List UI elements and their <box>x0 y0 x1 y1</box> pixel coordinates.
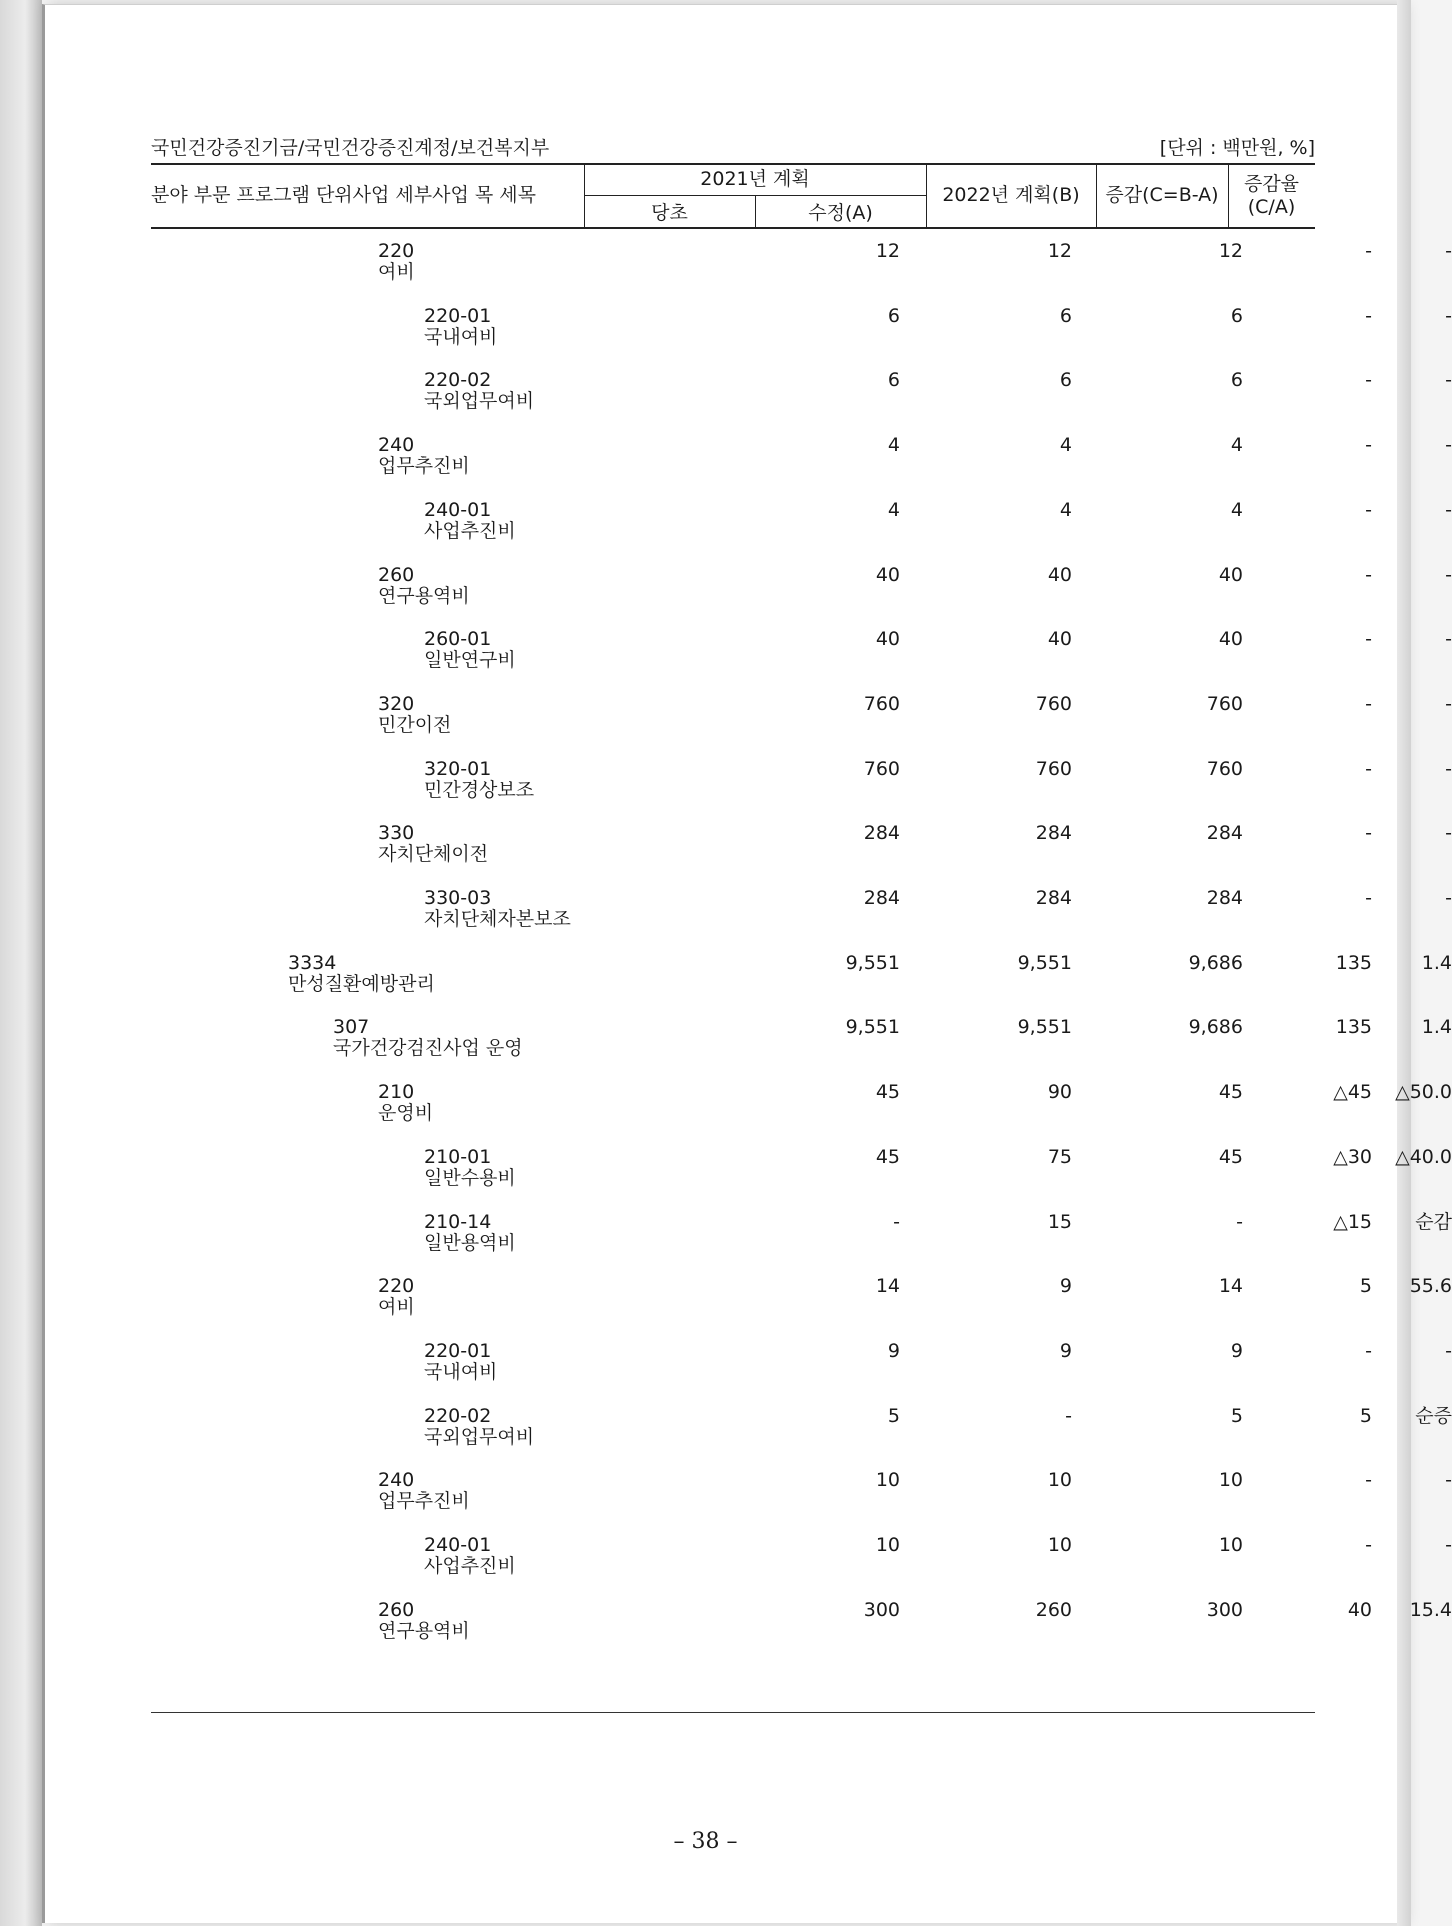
cell-rate: 1.4 <box>1421 952 1452 974</box>
row-name: 일반수용비 <box>424 1167 516 1189</box>
cell-revised: 40 <box>1047 564 1072 586</box>
row-name: 자치단체자본보조 <box>424 908 571 930</box>
row-name: 연구용역비 <box>378 585 470 607</box>
cell-plan: 284 <box>1206 887 1243 909</box>
row-name: 자치단체이전 <box>378 843 489 865</box>
cell-plan: 10 <box>1218 1534 1243 1556</box>
cell-change: 5 <box>1359 1405 1372 1427</box>
cell-revised: 10 <box>1047 1534 1072 1556</box>
cell-plan: - <box>1236 1211 1243 1233</box>
cell-original: 6 <box>887 369 900 391</box>
cell-original: 12 <box>875 240 900 262</box>
cell-change: - <box>1365 1534 1372 1556</box>
cell-rate: - <box>1445 369 1452 391</box>
cell-rate: △50.0 <box>1395 1081 1452 1103</box>
row-code: 220-01 <box>424 1340 492 1362</box>
cell-change: △15 <box>1333 1211 1372 1233</box>
cell-original: 40 <box>875 564 900 586</box>
cell-change: - <box>1365 1340 1372 1362</box>
cell-rate: - <box>1445 822 1452 844</box>
table-row <box>151 628 1452 693</box>
cell-rate: - <box>1445 887 1452 909</box>
table-row <box>151 1340 1452 1405</box>
cell-rate: - <box>1445 1534 1452 1556</box>
page-edge-shadow <box>1397 0 1411 1926</box>
cell-plan: 40 <box>1218 628 1243 650</box>
page-number: – 38 – <box>673 1829 738 1854</box>
row-code: 220 <box>378 240 415 262</box>
cell-revised: 9,551 <box>1017 1016 1072 1038</box>
table-row <box>151 1016 1452 1081</box>
cell-change: △45 <box>1333 1081 1372 1103</box>
cell-change: - <box>1365 628 1372 650</box>
header-top-rule <box>151 163 1315 165</box>
table-row <box>151 499 1452 564</box>
table-row <box>151 1469 1452 1534</box>
table-row <box>151 1405 1452 1470</box>
table-row <box>151 564 1452 629</box>
cell-plan: 45 <box>1218 1081 1243 1103</box>
cell-rate: 1.4 <box>1421 1016 1452 1038</box>
cell-original: 284 <box>863 822 900 844</box>
row-code: 210-01 <box>424 1146 492 1168</box>
cell-rate: - <box>1445 628 1452 650</box>
row-code: 260 <box>378 564 415 586</box>
cell-revised: 260 <box>1035 1599 1072 1621</box>
row-code: 240 <box>378 1469 415 1491</box>
row-code: 240-01 <box>424 499 492 521</box>
cell-plan: 9,686 <box>1188 1016 1243 1038</box>
row-code: 307 <box>333 1016 370 1038</box>
original-header: 당초 <box>651 202 688 224</box>
cell-plan: 6 <box>1230 369 1243 391</box>
row-code: 320 <box>378 693 415 715</box>
cell-original: 10 <box>875 1469 900 1491</box>
table-row <box>151 1146 1452 1211</box>
row-name: 연구용역비 <box>378 1620 470 1642</box>
subheader-rule <box>584 195 926 196</box>
cell-plan: 12 <box>1218 240 1243 262</box>
cell-revised: 15 <box>1047 1211 1072 1233</box>
cell-plan: 9 <box>1230 1340 1243 1362</box>
cell-rate: - <box>1445 499 1452 521</box>
row-code: 220-02 <box>424 369 492 391</box>
cell-revised: 4 <box>1059 434 1072 456</box>
cell-rate: 순감 <box>1415 1211 1452 1233</box>
cell-rate: 순증 <box>1415 1405 1452 1427</box>
row-code: 260-01 <box>424 628 492 650</box>
cell-revised: - <box>1065 1405 1072 1427</box>
cell-plan: 4 <box>1230 499 1243 521</box>
table-row <box>151 369 1452 434</box>
row-name: 만성질환예방관리 <box>288 973 435 995</box>
cell-original: 4 <box>887 434 900 456</box>
row-code: 330 <box>378 822 415 844</box>
cell-change: - <box>1365 887 1372 909</box>
plan-2021-header: 2021년 계획 <box>700 168 810 190</box>
rate-header: (C/A) <box>1247 196 1296 218</box>
cell-plan: 6 <box>1230 305 1243 327</box>
row-code: 240 <box>378 434 415 456</box>
row-name: 일반용역비 <box>424 1232 516 1254</box>
cell-original: 760 <box>863 693 900 715</box>
cell-original: 300 <box>863 1599 900 1621</box>
cell-revised: 6 <box>1059 305 1072 327</box>
cell-revised: 284 <box>1035 887 1072 909</box>
table-row <box>151 758 1452 823</box>
row-name: 운영비 <box>378 1102 434 1124</box>
row-code: 220 <box>378 1275 415 1297</box>
cell-rate: - <box>1445 305 1452 327</box>
cell-change: 40 <box>1347 1599 1372 1621</box>
cell-change: 5 <box>1359 1275 1372 1297</box>
cell-revised: 9 <box>1059 1340 1072 1362</box>
cell-revised: 40 <box>1047 628 1072 650</box>
cell-change: 135 <box>1335 952 1372 974</box>
cell-original: 284 <box>863 887 900 909</box>
cell-plan: 760 <box>1206 693 1243 715</box>
cell-plan: 760 <box>1206 758 1243 780</box>
cell-rate: 55.6 <box>1409 1275 1452 1297</box>
row-name: 국가건강검진사업 운영 <box>333 1037 523 1059</box>
row-code: 210-14 <box>424 1211 492 1233</box>
cell-original: 9,551 <box>845 1016 900 1038</box>
cell-original: 10 <box>875 1534 900 1556</box>
cell-plan: 300 <box>1206 1599 1243 1621</box>
table-row <box>151 693 1452 758</box>
cell-change: - <box>1365 434 1372 456</box>
cell-rate: - <box>1445 240 1452 262</box>
table-row <box>151 1275 1452 1340</box>
row-name: 일반연구비 <box>424 649 516 671</box>
cell-plan: 4 <box>1230 434 1243 456</box>
book-spine-shadow <box>0 0 42 1926</box>
cell-original: - <box>893 1211 900 1233</box>
row-code: 3334 <box>288 952 337 974</box>
unit-label: [단위 : 백만원, %] <box>1159 137 1315 159</box>
cell-original: 9,551 <box>845 952 900 974</box>
cell-rate: - <box>1445 1469 1452 1491</box>
cell-change: - <box>1365 369 1372 391</box>
row-code: 260 <box>378 1599 415 1621</box>
row-name: 여비 <box>378 1296 415 1318</box>
cell-plan: 14 <box>1218 1275 1243 1297</box>
header-bottom-rule <box>151 227 1315 229</box>
row-name: 국내여비 <box>424 326 498 348</box>
change-header: 증감(C=B-A) <box>1105 184 1219 206</box>
table-row <box>151 1211 1452 1276</box>
cell-plan: 9,686 <box>1188 952 1243 974</box>
row-name: 사업추진비 <box>424 520 516 542</box>
cell-revised: 760 <box>1035 758 1072 780</box>
row-name: 여비 <box>378 261 415 283</box>
table-row <box>151 952 1452 1017</box>
table-row <box>151 1599 1452 1664</box>
cell-original: 40 <box>875 628 900 650</box>
cell-change: 135 <box>1335 1016 1372 1038</box>
table-row <box>151 240 1452 305</box>
hierarchy-header: 분야 부문 프로그램 단위사업 세부사업 목 세목 <box>151 184 536 206</box>
cell-plan: 40 <box>1218 564 1243 586</box>
cell-change: - <box>1365 693 1372 715</box>
cell-change: - <box>1365 822 1372 844</box>
cell-original: 9 <box>887 1340 900 1362</box>
table-row <box>151 305 1452 370</box>
row-name: 사업추진비 <box>424 1555 516 1577</box>
cell-rate: - <box>1445 434 1452 456</box>
table-row <box>151 434 1452 499</box>
cell-revised: 9,551 <box>1017 952 1072 974</box>
cell-rate: - <box>1445 1340 1452 1362</box>
cell-change: - <box>1365 499 1372 521</box>
cell-revised: 12 <box>1047 240 1072 262</box>
row-name: 민간경상보조 <box>424 779 535 801</box>
row-name: 국외업무여비 <box>424 1426 535 1448</box>
table-header <box>151 163 1315 229</box>
cell-original: 45 <box>875 1146 900 1168</box>
cell-change: △30 <box>1333 1146 1372 1168</box>
table-row <box>151 822 1452 887</box>
cell-original: 6 <box>887 305 900 327</box>
cell-rate: 15.4 <box>1409 1599 1452 1621</box>
row-code: 220-01 <box>424 305 492 327</box>
rate-header: 증감율 <box>1243 173 1300 195</box>
cell-revised: 760 <box>1035 693 1072 715</box>
cell-plan: 5 <box>1230 1405 1243 1427</box>
cell-original: 760 <box>863 758 900 780</box>
cell-change: - <box>1365 305 1372 327</box>
fund-title: 국민건강증진기금/국민건강증진계정/보건복지부 <box>151 137 550 159</box>
row-code: 210 <box>378 1081 415 1103</box>
cell-original: 5 <box>887 1405 900 1427</box>
plan-2022-header: 2022년 계획(B) <box>942 184 1080 206</box>
row-code: 220-02 <box>424 1405 492 1427</box>
row-code: 240-01 <box>424 1534 492 1556</box>
cell-rate: △40.0 <box>1395 1146 1452 1168</box>
cell-revised: 90 <box>1047 1081 1072 1103</box>
cell-change: - <box>1365 1469 1372 1491</box>
table-row <box>151 1081 1452 1146</box>
cell-rate: - <box>1445 693 1452 715</box>
table-row <box>151 1534 1452 1599</box>
row-name: 국외업무여비 <box>424 390 535 412</box>
cell-revised: 75 <box>1047 1146 1072 1168</box>
row-code: 320-01 <box>424 758 492 780</box>
row-code: 330-03 <box>424 887 492 909</box>
cell-original: 4 <box>887 499 900 521</box>
cell-change: - <box>1365 564 1372 586</box>
cell-plan: 10 <box>1218 1469 1243 1491</box>
bottom-rule <box>151 1712 1315 1713</box>
cell-revised: 6 <box>1059 369 1072 391</box>
cell-revised: 4 <box>1059 499 1072 521</box>
cell-plan: 284 <box>1206 822 1243 844</box>
table-row <box>151 887 1452 952</box>
cell-revised: 9 <box>1059 1275 1072 1297</box>
cell-rate: - <box>1445 758 1452 780</box>
cell-plan: 45 <box>1218 1146 1243 1168</box>
row-name: 민간이전 <box>378 714 452 736</box>
row-name: 국내여비 <box>424 1361 498 1383</box>
row-name: 업무추진비 <box>378 455 470 477</box>
revised-header: 수정(A) <box>808 202 873 224</box>
cell-revised: 10 <box>1047 1469 1072 1491</box>
row-name: 업무추진비 <box>378 1490 470 1512</box>
cell-original: 14 <box>875 1275 900 1297</box>
cell-change: - <box>1365 758 1372 780</box>
cell-change: - <box>1365 240 1372 262</box>
cell-original: 45 <box>875 1081 900 1103</box>
cell-rate: - <box>1445 564 1452 586</box>
cell-revised: 284 <box>1035 822 1072 844</box>
